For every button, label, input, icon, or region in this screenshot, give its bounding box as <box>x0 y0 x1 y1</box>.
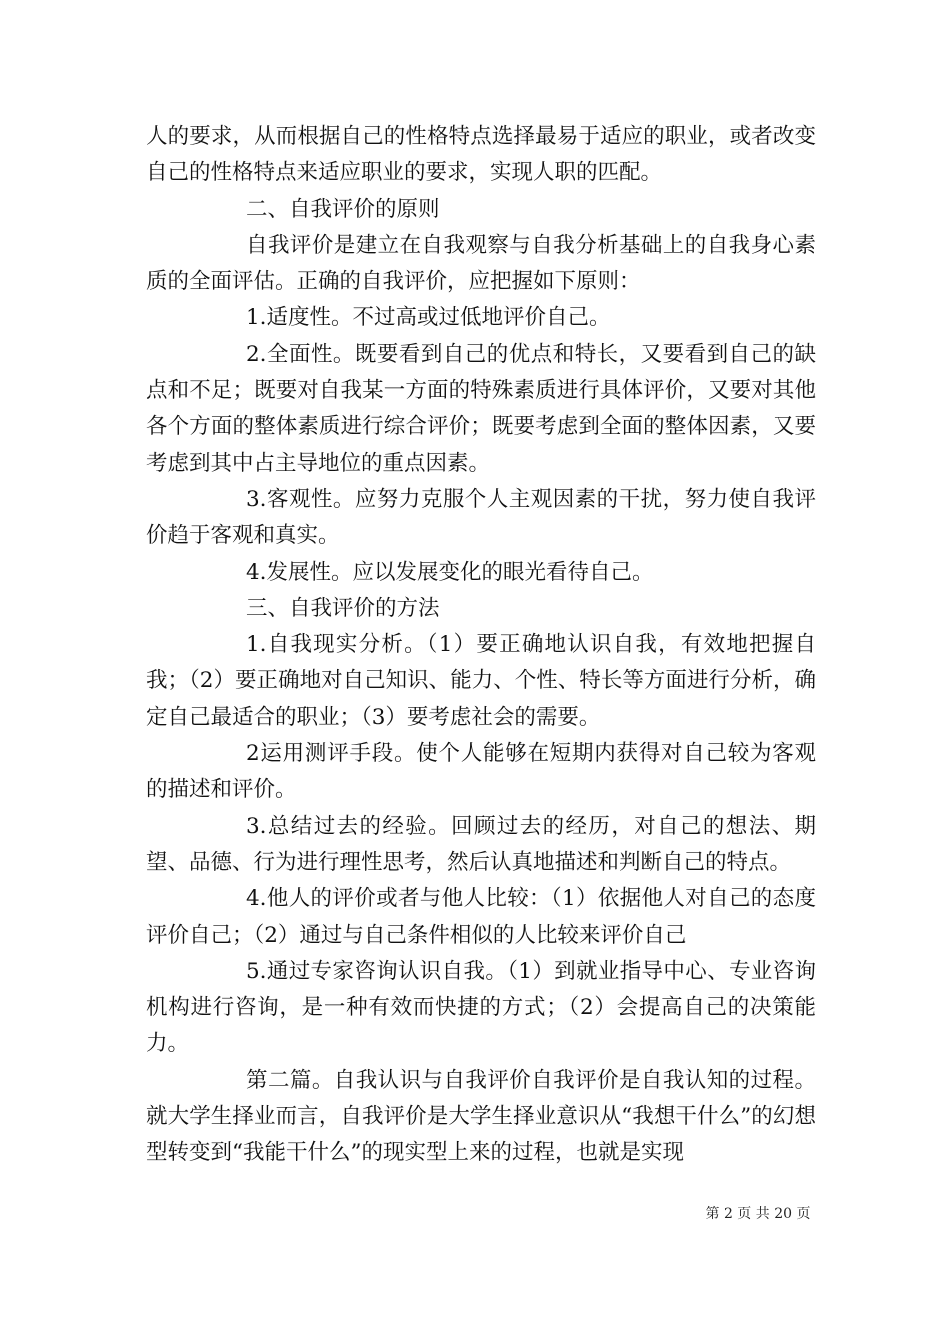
list-item: 1.适度性。不过高或过低地评价自己。 <box>246 305 611 331</box>
document-body <box>146 119 816 1172</box>
list-item: 1.自我现实分析。（1）要正确地认识自我，有效地把握自我；（2）要正确地对自己知识、能力、个性、特长等方面进行分析，确定自己最适合的职业；（3）要考虑社会的需要。 <box>146 632 816 730</box>
page-footer <box>0 1203 950 1223</box>
list-item: 3.总结过去的经验。回顾过去的经历，对自己的想法、期望、品德、行为进行理性思考，然后认真地描述和判断自己的特点。 <box>146 813 816 875</box>
list-item: 2.全面性。既要看到自己的优点和特长，又要看到自己的缺点和不足；既要对自我某一方面的特殊素质进行具体评价，又要对其他各个方面的整体素质进行综合评价；既要考虑到全面的整体因素，又要考虑到其中占主导地位的重点因素。 <box>146 341 816 476</box>
list-item: 4.发展性。应以发展变化的眼光看待自己。 <box>246 559 654 585</box>
section-heading: 三、自我评价的方法 <box>246 595 440 621</box>
section-heading: 二、自我评价的原则 <box>246 196 440 222</box>
list-item: 5.通过专家咨询认识自我。（1）到就业指导中心、专业咨询机构进行咨询，是一种有效而快捷的方式；（2）会提高自己的决策能力。 <box>146 958 816 1057</box>
list-item: 3.客观性。应努力克服个人主观因素的干扰，努力使自我评价趋于客观和真实。 <box>146 486 816 549</box>
list-item: 4.他人的评价或者与他人比较：（1）依据他人对自己的态度评价自己；（2）通过与自己条件相似的人比较来评价自己 <box>146 886 816 948</box>
page-number: 第 2 页 共 20 页 <box>705 1206 811 1222</box>
list-item: 2运用测评手段。使个人能够在短期内获得对自己较为客观的描述和评价。 <box>146 741 816 803</box>
paragraph: 第二篇。自我认识与自我评价自我评价是自我认知的过程。就大学生择业而言，自我评价是大学生择业意识从“我想干什么”的幻想型转变到“我能干什么”的现实型上来的过程，也就是实现 <box>146 1067 816 1166</box>
paragraph: 人的要求，从而根据自己的性格特点选择最易于适应的职业，或者改变自己的性格特点来适应职业的要求，实现人职的匹配。 <box>146 124 816 186</box>
paragraph: 自我评价是建立在自我观察与自我分析基础上的自我身心素质的全面评估。正确的自我评价，应把握如下原则： <box>146 232 816 295</box>
